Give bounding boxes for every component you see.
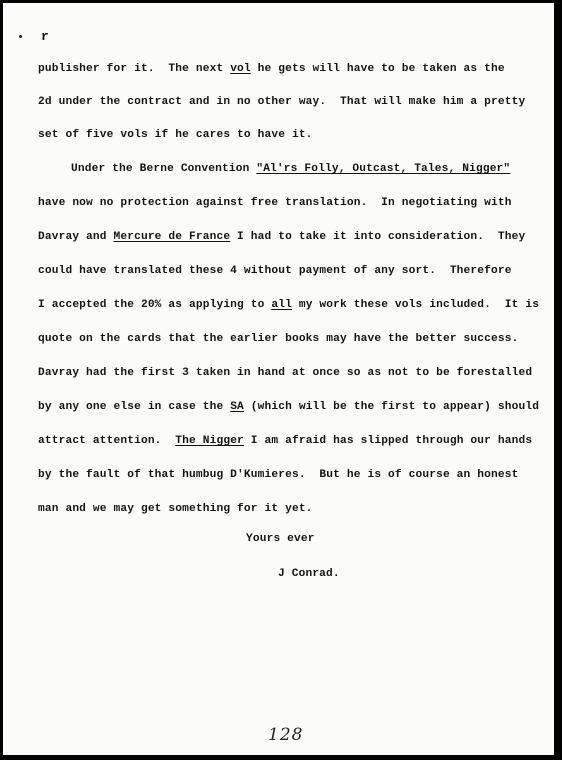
underlined-text: The Nigger — [175, 435, 244, 447]
letter-line — [38, 367, 532, 379]
line-text: Davray had the first 3 taken in hand at once so as not to be forestalled — [38, 367, 533, 379]
closing: Yours ever — [246, 533, 315, 545]
line-text: I am afraid has slipped through our hands — [243, 435, 533, 447]
underlined-text: Mercure de France — [113, 231, 231, 243]
folio-number: 128 — [268, 725, 304, 745]
line-text: he gets will have to be taken as the — [250, 63, 505, 75]
line-text: set of five vols if he cares to have it. — [38, 129, 313, 141]
letter-line — [38, 469, 518, 481]
line-text: by the fault of that humbug D'Kumieres. But he is of course an honest — [38, 469, 519, 481]
line-text: by any one else in case the — [38, 401, 231, 413]
line-text: Under the Berne Convention — [71, 163, 257, 175]
letter-line — [38, 401, 539, 413]
letter-line — [38, 197, 512, 209]
letter-line — [71, 163, 510, 175]
underlined-text: vol — [230, 63, 251, 75]
letter-line — [38, 231, 525, 243]
letter-line — [38, 265, 512, 277]
letter-line — [38, 96, 525, 108]
signature: J Conrad. — [278, 568, 340, 580]
line-text: man and we may get something for it yet. — [38, 503, 313, 515]
letter-line — [38, 503, 313, 515]
letter-line — [38, 435, 532, 447]
line-text: attract attention. — [38, 435, 176, 447]
letter-line — [38, 333, 518, 345]
line-text: my work these vols included. It is — [291, 299, 540, 311]
corner-mark: r — [41, 29, 49, 44]
letter-page — [3, 3, 554, 755]
line-text: I had to take it into consideration. They — [230, 231, 526, 243]
line-text: quote on the cards that the earlier books may have the better success. — [38, 333, 519, 345]
line-text: Davray and — [38, 231, 114, 243]
line-text: (which will be the first to appear) should — [243, 401, 540, 413]
line-text: have now no protection against free translation. In negotiating with — [38, 197, 512, 209]
underlined-text: "Al'rs Folly, Outcast, Tales, Nigger" — [256, 163, 511, 175]
letter-line — [38, 299, 539, 311]
line-text: 2d under the contract and in no other way. That will make him a pretty — [38, 96, 526, 108]
line-text: could have translated these 4 without payment of any sort. Therefore — [38, 265, 512, 277]
line-text: I accepted the 20% as applying to — [38, 299, 272, 311]
line-text: publisher for it. The next — [38, 63, 231, 75]
letter-line — [38, 129, 313, 141]
underlined-text: SA — [230, 401, 244, 413]
letter-line — [38, 63, 505, 75]
corner-dot — [19, 35, 22, 38]
underlined-text: all — [271, 299, 292, 311]
